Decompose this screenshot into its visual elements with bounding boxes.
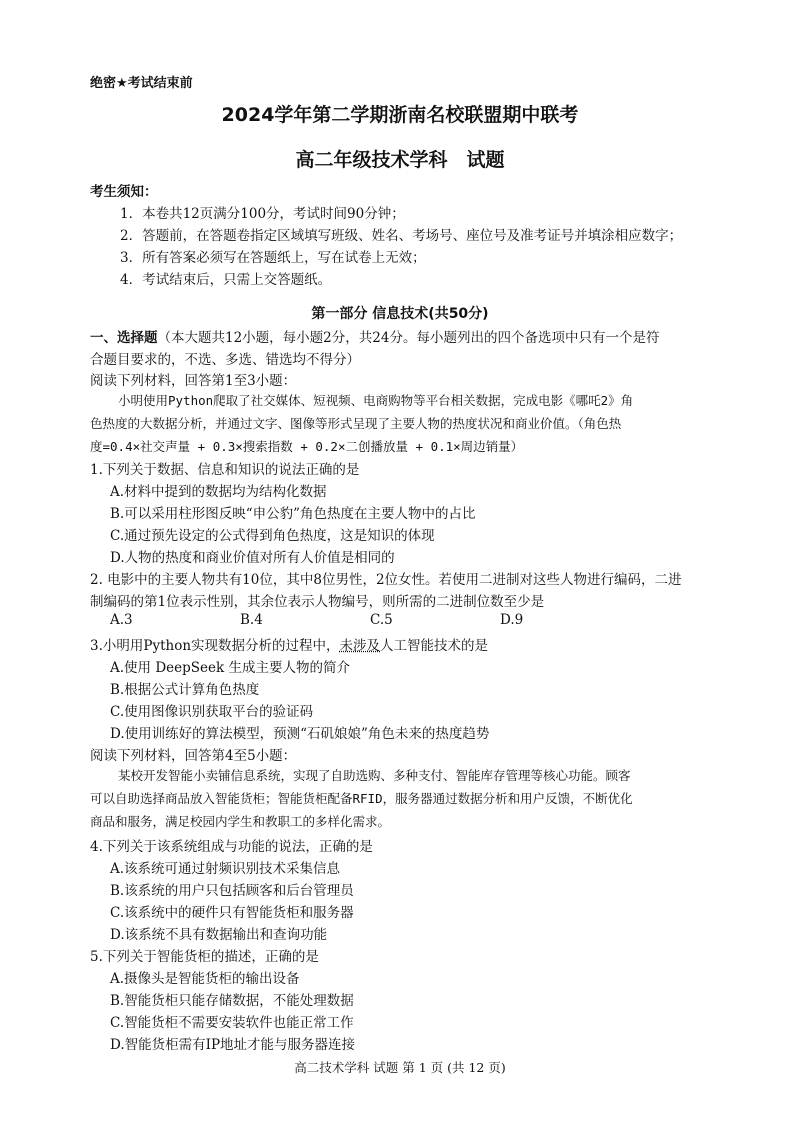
reading-instruction: 阅读下列材料，回答第4至5小题： (90, 748, 297, 764)
answer-option: C.通过预先设定的公式得到角色热度，这是知识的体现 (110, 528, 435, 544)
stem-emphasis: 未涉及 (339, 638, 381, 654)
question-stem: 5.下列关于智能货柜的描述，正确的是 (90, 949, 319, 965)
answer-option: A.材料中提到的数据均为结构化数据 (110, 484, 327, 500)
material-line: 商品和服务，满足校园内学生和教职工的多样化需求。 (90, 814, 391, 829)
answer-options-row (110, 612, 630, 628)
answer-option: C.智能货柜不需要安装软件也能正常工作 (110, 1015, 354, 1031)
part-description: （本大题共12小题，每小题2分，共24分。每小题列出的四个备选项中只有一个是符 (157, 330, 660, 346)
notice-item: 4．考试结束后，只需上交答题纸。 (120, 272, 332, 288)
part-description-cont: 合题目要求的，不选、多选、错选均不得分） (90, 352, 360, 368)
answer-option: B.智能货柜只能存储数据，不能处理数据 (110, 993, 354, 1009)
answer-option: D.智能货柜需有IP地址才能与服务器连接 (110, 1037, 356, 1053)
answer-option: A.该系统可通过射频识别技术采集信息 (110, 861, 341, 877)
material-line: 可以自助选择商品放入智能货柜；智能货柜配备RFID，服务器通过数据分析和用户反馈，不断优化 (90, 791, 633, 806)
notice-item: 3．所有答案必须写在答题纸上，写在试卷上无效； (120, 250, 426, 266)
question-stem (90, 634, 488, 654)
notice-item: 1．本卷共12页满分100分，考试时间90分钟； (120, 206, 405, 222)
exam-title: 2024学年第二学期浙南名校联盟期中联考 (221, 104, 579, 126)
material-line: 色热度的大数据分析，并通过文字、图像等形式呈现了主要人物的热度状况和商业价值。（角色热 (90, 416, 622, 431)
notice-heading: 考生须知： (90, 184, 158, 200)
stem-prefix: 3.小明用Python实现数据分析的过程中， (90, 638, 340, 654)
material-line: 某校开发智能小卖铺信息系统，实现了自助选购、多种支付、智能库存管理等核心功能。顾客 (118, 768, 631, 783)
question-stem: 2. 电影中的主要人物共有10位，其中8位男性，2位女性。若使用二进制对这些人物进行编码，二进 (90, 572, 682, 588)
answer-option: B.该系统的用户只包括顾客和后台管理员 (110, 883, 354, 899)
answer-option: B.可以采用柱形图反映“申公豹”角色热度在主要人物中的占比 (110, 506, 476, 522)
material-line: 小明使用Python爬取了社交媒体、短视频、电商购物等平台相关数据，完成电影《哪吒2》角 (118, 393, 634, 408)
exam-subtitle: 高二年级技术学科 试题 (295, 149, 505, 171)
answer-option: C.5 (370, 612, 393, 628)
question-stem-cont: 制编码的第1位表示性别，其余位表示人物编号，则所需的二进制位数至少是 (90, 594, 545, 610)
material-line: 度=0.4×社交声量 + 0.3×搜索指数 + 0.2×二创播放量 + 0.1×周边销量） (90, 439, 524, 454)
question-stem: 4.下列关于该系统组成与功能的说法，正确的是 (90, 839, 373, 855)
notice-item: 2．答题前，在答题卷指定区域填写班级、姓名、考场号、座位号及准考证号并填涂相应数字； (120, 228, 683, 244)
part-heading: 一、选择题 (90, 330, 158, 346)
answer-option: A.3 (110, 612, 133, 628)
answer-option: C.该系统中的硬件只有智能货柜和服务器 (110, 905, 354, 921)
reading-instruction: 阅读下列材料，回答第1至3小题： (90, 373, 297, 389)
answer-option: C.使用图像识别获取平台的验证码 (110, 704, 314, 720)
answer-option: D.人物的热度和商业价值对所有人价值是相同的 (110, 550, 395, 566)
answer-option: D.使用训练好的算法模型，预测“石矶娘娘”角色未来的热度趋势 (110, 726, 490, 742)
confidential-label: 绝密★考试结束前 (90, 76, 193, 91)
question-stem: 1.下列关于数据、信息和知识的说法正确的是 (90, 462, 360, 478)
answer-option: B.4 (240, 612, 263, 628)
answer-option: A.使用 DeepSeek 生成主要人物的简介 (110, 660, 350, 676)
answer-option: A.摄像头是智能货柜的输出设备 (110, 971, 300, 987)
stem-suffix: 人工智能技术的是 (380, 638, 489, 654)
answer-option: B.根据公式计算角色热度 (110, 682, 260, 698)
page-footer: 高二技术学科 试题 第 1 页 (共 12 页) (294, 1060, 506, 1075)
section-title: 第一部分 信息技术(共50分) (311, 306, 489, 322)
part-heading-line (90, 326, 659, 346)
answer-option: D.该系统不具有数据输出和查询功能 (110, 927, 328, 943)
answer-option: D.9 (500, 612, 524, 628)
